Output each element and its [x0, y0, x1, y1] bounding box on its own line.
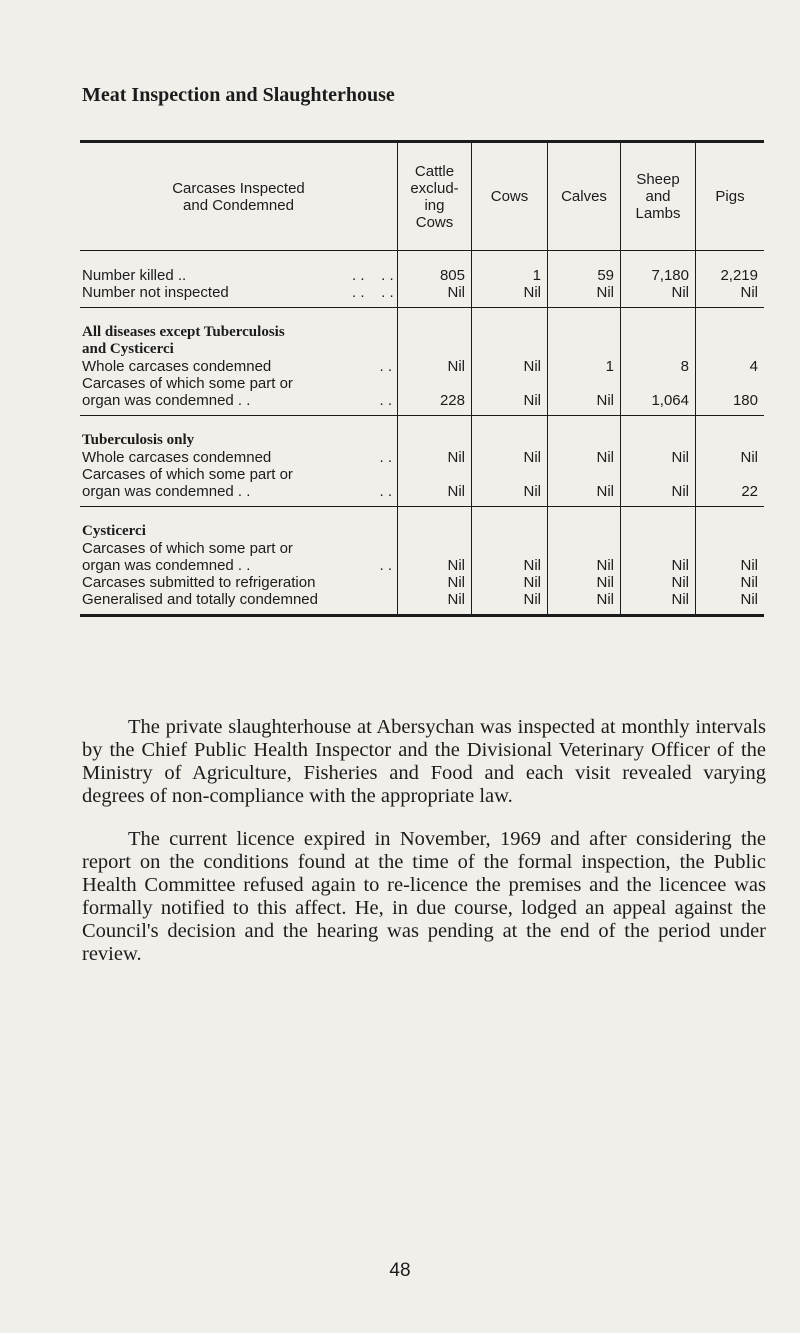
section-labels	[80, 308, 397, 415]
table-cell: Nil	[596, 591, 614, 608]
table-cell: 805	[439, 267, 465, 284]
cattle-column	[397, 507, 471, 614]
table-section-totals	[80, 250, 764, 307]
table-cell: 59	[597, 267, 614, 284]
page-heading: Meat Inspection and Slaughterhouse	[82, 84, 395, 106]
body-text	[82, 716, 766, 986]
table-cell: Nil	[447, 449, 465, 466]
calves-column	[547, 416, 620, 506]
header-calves: Calves	[547, 143, 620, 250]
inspection-table	[80, 140, 764, 617]
table-cell: Nil	[740, 449, 758, 466]
section-labels	[80, 507, 397, 614]
cows-column	[471, 416, 547, 506]
table-cell: Nil	[671, 284, 689, 301]
cattle-column	[397, 308, 471, 415]
table-cell: Nil	[596, 557, 614, 574]
table-cell: 4	[749, 358, 758, 375]
table-cell: Nil	[740, 284, 758, 301]
table-row-label: Carcases submitted to refrigeration	[82, 574, 316, 591]
section-title: Cysticerci	[82, 523, 146, 539]
table-cell: Nil	[596, 449, 614, 466]
table-row-label: organ was condemned . . . .	[82, 557, 392, 574]
table-cell: Nil	[596, 483, 614, 500]
table-cell: Nil	[523, 591, 541, 608]
page-number: 48	[389, 1260, 411, 1281]
table-cell: 228	[439, 392, 465, 409]
table-row-label: Number killed .. . . . .	[82, 267, 394, 284]
table-row-label: Whole carcases condemned . .	[82, 449, 392, 466]
table-row-label: Number not inspected . . . .	[82, 284, 394, 301]
table-cell: Nil	[671, 449, 689, 466]
table-cell: 7,180	[651, 267, 689, 284]
table-row-label: organ was condemned . . . .	[82, 483, 392, 500]
table-cell: Nil	[447, 574, 465, 591]
table-cell: Nil	[523, 358, 541, 375]
table-cell: Nil	[447, 358, 465, 375]
section-title: Tuberculosis only	[82, 432, 195, 448]
sheep-column	[620, 251, 695, 307]
table-cell: Nil	[523, 449, 541, 466]
table-cell: Nil	[523, 574, 541, 591]
table-row-label: Whole carcases condemned . .	[82, 358, 392, 375]
header-sheep: Sheep and Lambs	[620, 143, 695, 250]
section-title: All diseases except Tuberculosis	[82, 324, 285, 340]
cows-column	[471, 507, 547, 614]
pigs-column	[695, 507, 764, 614]
table-cell: Nil	[671, 574, 689, 591]
table-cell: Nil	[740, 591, 758, 608]
cows-column	[471, 251, 547, 307]
table-cell: Nil	[523, 557, 541, 574]
calves-column	[547, 308, 620, 415]
table-cell: Nil	[740, 557, 758, 574]
table-cell: 2,219	[720, 267, 758, 284]
table-row-label: Generalised and totally condemned	[82, 591, 318, 608]
table-cell: 8	[680, 358, 689, 375]
table-row-label: Carcases of which some part or	[82, 540, 293, 557]
sheep-column	[620, 416, 695, 506]
paragraph: The private slaughterhouse at Abersychan was inspected at monthly intervals by the Chief Public Health Inspector and the Divisional Veterinary Officer of the Ministry of Agriculture, Fisheries and Food and each visit revealed varying degrees of non-compliance with the appropriate law.	[82, 716, 766, 807]
table-cell: Nil	[523, 483, 541, 500]
table-section-all-diseases	[80, 307, 764, 415]
pigs-column	[695, 416, 764, 506]
header-cattle: Cattle exclud- ing Cows	[397, 143, 471, 250]
section-title: and Cysticerci	[82, 341, 174, 357]
pigs-column	[695, 251, 764, 307]
header-pigs: Pigs	[695, 143, 764, 250]
table-row-label: organ was condemned . . . .	[82, 392, 392, 409]
header-cows: Cows	[471, 143, 547, 250]
table-cell: Nil	[447, 591, 465, 608]
table-cell: Nil	[596, 284, 614, 301]
table-section-tuberculosis	[80, 415, 764, 506]
table-cell: 1	[532, 267, 541, 284]
table-cell: 22	[741, 483, 758, 500]
table-cell: 1	[605, 358, 614, 375]
table-cell: Nil	[740, 574, 758, 591]
table-row-label: Carcases of which some part or	[82, 375, 293, 392]
table-cell: Nil	[447, 483, 465, 500]
table-cell: Nil	[671, 591, 689, 608]
table-cell: Nil	[596, 574, 614, 591]
table-cell: 180	[732, 392, 758, 409]
section-labels	[80, 416, 397, 506]
table-cell: Nil	[523, 284, 541, 301]
section-labels	[80, 251, 397, 307]
table-header-row	[80, 143, 764, 250]
cattle-column	[397, 416, 471, 506]
cattle-column	[397, 251, 471, 307]
header-carcases: Carcases Inspected and Condemned	[172, 179, 305, 214]
table-cell: Nil	[447, 557, 465, 574]
table-section-cysticerci	[80, 506, 764, 614]
calves-column	[547, 507, 620, 614]
cows-column	[471, 308, 547, 415]
paragraph: The current licence expired in November, 1969 and after considering the report on the conditions found at the time of the formal inspection, the Public Health Committee refused again to re-licence the premises and the licencee was formally notified to this affect. He, in due course, lodged an appeal against the Council's decision and the hearing was pending at the end of the period under review.	[82, 828, 766, 965]
table-cell: Nil	[523, 392, 541, 409]
calves-column	[547, 251, 620, 307]
pigs-column	[695, 308, 764, 415]
sheep-column	[620, 308, 695, 415]
table-cell: Nil	[671, 483, 689, 500]
table-cell: Nil	[447, 284, 465, 301]
table-cell: Nil	[671, 557, 689, 574]
sheep-column	[620, 507, 695, 614]
table-cell: Nil	[596, 392, 614, 409]
table-cell: 1,064	[651, 392, 689, 409]
table-row-label: Carcases of which some part or	[82, 466, 293, 483]
